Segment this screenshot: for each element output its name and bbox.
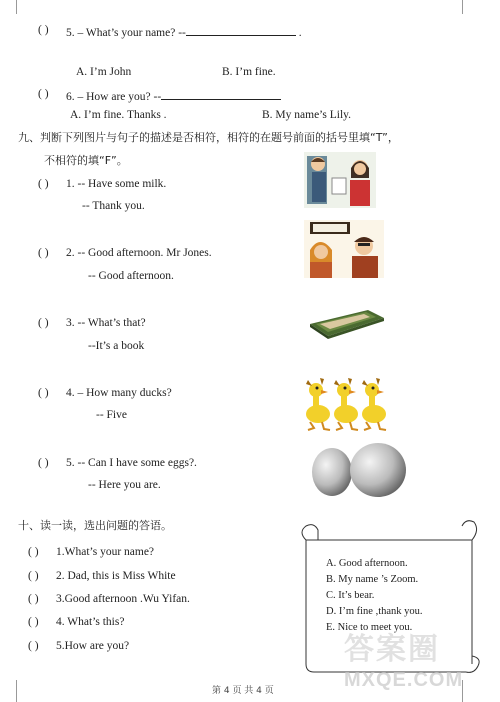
- answer-d: D. I’m fine ,thank you.: [326, 606, 423, 617]
- s9-item3-line1: 3. -- What’s that?: [66, 317, 146, 329]
- s10-q2-paren[interactable]: ( ): [28, 570, 39, 582]
- q5-question-text: 5. – What’s your name? --: [66, 27, 186, 39]
- crop-mark-bottom-left: [4, 680, 17, 702]
- s9-item5-line1: 5. -- Can I have some eggs?.: [66, 457, 197, 469]
- s10-q2-text: 2. Dad, this is Miss White: [56, 570, 176, 582]
- s9-item1-line2: -- Thank you.: [82, 200, 145, 212]
- picture-ducks: [304, 372, 392, 434]
- q6-option-a: A. I’m fine. Thanks .: [70, 109, 167, 121]
- q5-answer-blank[interactable]: [186, 24, 296, 36]
- q6-paren[interactable]: ( ): [38, 88, 49, 100]
- s9-item2-paren[interactable]: ( ): [38, 247, 49, 259]
- q5-question: [66, 24, 302, 41]
- s10-q5-text: 5.How are you?: [56, 640, 130, 652]
- s10-q1-paren[interactable]: ( ): [28, 546, 39, 558]
- q5-option-a: A. I’m John: [76, 66, 132, 78]
- s9-item5-line2: -- Here you are.: [88, 479, 161, 491]
- answer-a: A. Good afternoon.: [326, 558, 408, 569]
- s9-item2-line1: 2. -- Good afternoon. Mr Jones.: [66, 247, 212, 259]
- section9-title: 九、判断下列图片与句子的描述是否相符，相符的在题号前面的括号里填“T”，: [18, 131, 399, 144]
- picture-book: [306, 304, 386, 340]
- q5-end: .: [298, 27, 302, 39]
- s10-q1-text: 1.What’s your name?: [56, 546, 155, 558]
- watermark-logo: 答案圈: [344, 632, 440, 667]
- q6-question: [66, 88, 281, 105]
- crop-mark-bottom-right: [462, 680, 475, 702]
- s9-item1-paren[interactable]: ( ): [38, 178, 49, 190]
- q6-answer-blank[interactable]: [161, 88, 281, 100]
- answer-c: C. It’s bear.: [326, 590, 375, 601]
- s9-item3-line2: --It’s a book: [88, 340, 145, 352]
- page-footer: 第 4 页 共 4 页: [212, 686, 274, 696]
- q6-question-text: 6. – How are you? --: [66, 91, 162, 103]
- section10-title: 十、读一读，选出问题的答语。: [18, 519, 172, 532]
- s9-item1-line1: 1. -- Have some milk.: [66, 178, 167, 190]
- s9-item5-paren[interactable]: ( ): [38, 457, 49, 469]
- watermark-url: MXQE.COM: [344, 669, 464, 691]
- s9-item4-line2: -- Five: [96, 409, 127, 421]
- s9-item2-line2: -- Good afternoon.: [88, 270, 174, 282]
- s10-q3-paren[interactable]: ( ): [28, 593, 39, 605]
- q5-paren[interactable]: ( ): [38, 24, 49, 36]
- q5-option-b: B. I’m fine.: [222, 66, 276, 78]
- s10-q4-paren[interactable]: ( ): [28, 616, 39, 628]
- picture-milk-people: [304, 152, 376, 208]
- answer-b: B. My name ’s Zoom.: [326, 574, 419, 585]
- picture-good-afternoon: [304, 220, 384, 278]
- s10-q4-text: 4. What’s this?: [56, 616, 125, 628]
- q6-option-b: B. My name’s Lily.: [262, 109, 352, 121]
- picture-balls: [312, 440, 408, 498]
- answer-e: E. Nice to meet you.: [326, 622, 413, 633]
- s9-item3-paren[interactable]: ( ): [38, 317, 49, 329]
- section9-title-cont: 不相符的填“F”。: [44, 154, 128, 167]
- s10-q3-text: 3.Good afternoon .Wu Yifan.: [56, 593, 190, 605]
- s10-q5-paren[interactable]: ( ): [28, 640, 39, 652]
- crop-mark-top-right: [462, 0, 475, 14]
- crop-mark-top-left: [4, 0, 17, 14]
- s9-item4-paren[interactable]: ( ): [38, 387, 49, 399]
- s9-item4-line1: 4. – How many ducks?: [66, 387, 172, 399]
